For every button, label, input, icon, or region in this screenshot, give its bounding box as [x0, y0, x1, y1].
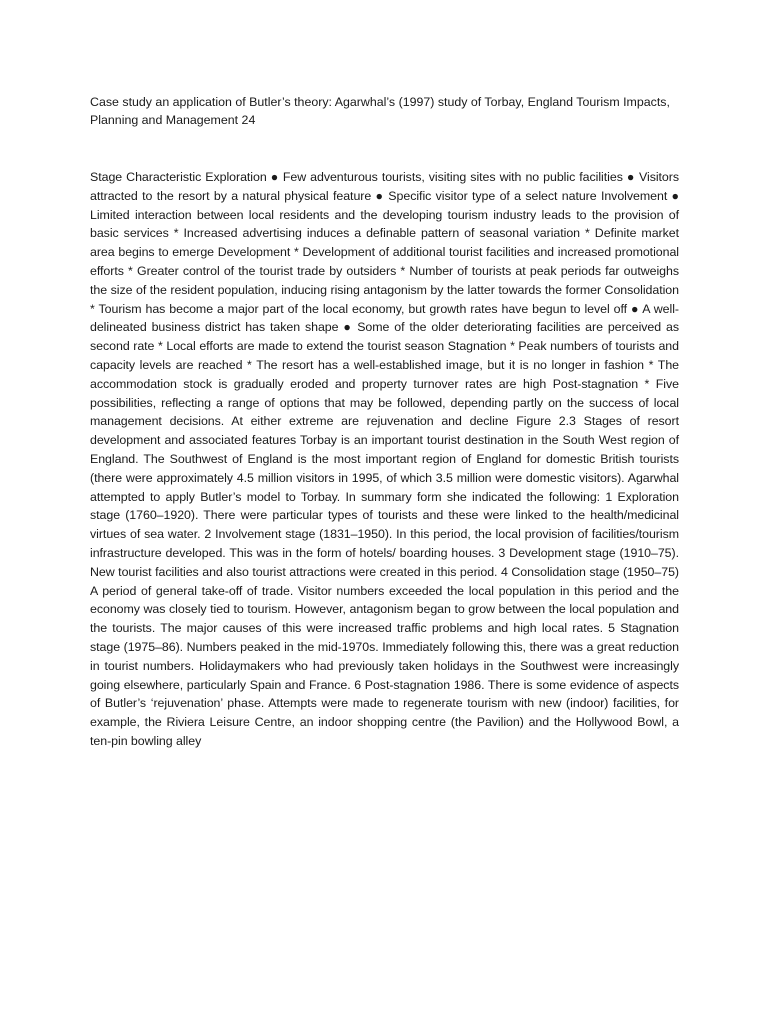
document-title: Case study an application of Butler’s theory: Agarwhal’s (1997) study of Torbay, England Tourism Impacts, Planning and Management 24	[90, 95, 670, 127]
document-body-paragraph: Stage Characteristic Exploration ● Few adventurous tourists, visiting sites with no public facilities ● Visitors attracted to the resort by a natural physical feature ● Specific visitor type of a select nature Involvement ● Limited interaction between local residents and the developing tourism industry leads to the provision of basic services * Increased advertising induces a definable pattern of seasonal variation * Definite market area begins to emerge Development * Development of additional tourist facilities and increased promotional efforts * Greater control of the tourist trade by outsiders * Number of tourists at peak periods far outweighs the size of the resident population, inducing rising antagonism by the latter towards the former Consolidation * Tourism has become a major part of the local economy, but growth rates have begun to level off ● A well-delineated business district has taken shape ● Some of the older deteriorating facilities are perceived as second rate * Local efforts are made to extend the tourist season Stagnation * Peak numbers of tourists and capacity levels are reached * The resort has a well-established image, but it is no longer in fashion * The accommodation stock is gradually eroded and property turnover rates are high Post-stagnation * Five possibilities, reflecting a range of options that may be followed, depending partly on the success of local management decisions. At either extreme are rejuvenation and decline Figure 2.3 Stages of resort development and associated features Torbay is an important tourist destination in the South West region of England. The Southwest of England is the most important region of England for domestic British tourists (there were approximately 4.5 million visitors in 1995, of which 3.5 million were domestic visitors). Agarwhal attempted to apply Butler’s model to Torbay. In summary form she indicated the following: 1 Exploration stage (1760–1920). There were particular types of tourists and these were linked to the health/medicinal virtues of sea water. 2 Involvement stage (1831–1950). In this period, the local provision of facilities/tourism infrastructure developed. This was in the form of hotels/ boarding houses. 3 Development stage (1910–75). New tourist facilities and also tourist attractions were created in this period. 4 Consolidation stage (1950–75) A period of general take-off of trade. Visitor numbers exceeded the local population in this period and the economy was closely tied to tourism. However, antagonism began to grow between the local population and the tourists. The major causes of this were increased traffic problems and high local rates. 5 Stagnation stage (1975–86). Numbers peaked in the mid-1970s. Immediately following this, there was a great reduction in tourist numbers. Holidaymakers who had previously taken holidays in the Southwest were increasingly going elsewhere, particularly Spain and France. 6 Post-stagnation 1986. There is some evidence of aspects of Butler’s ‘rejuvenation’ phase. Attempts were made to regenerate tourism with new (indoor) facilities, for example, the Riviera Leisure Centre, an indoor shopping centre (the Pavilion) and the Hollywood Bowl, a ten-pin bowling alley	[90, 170, 679, 748]
